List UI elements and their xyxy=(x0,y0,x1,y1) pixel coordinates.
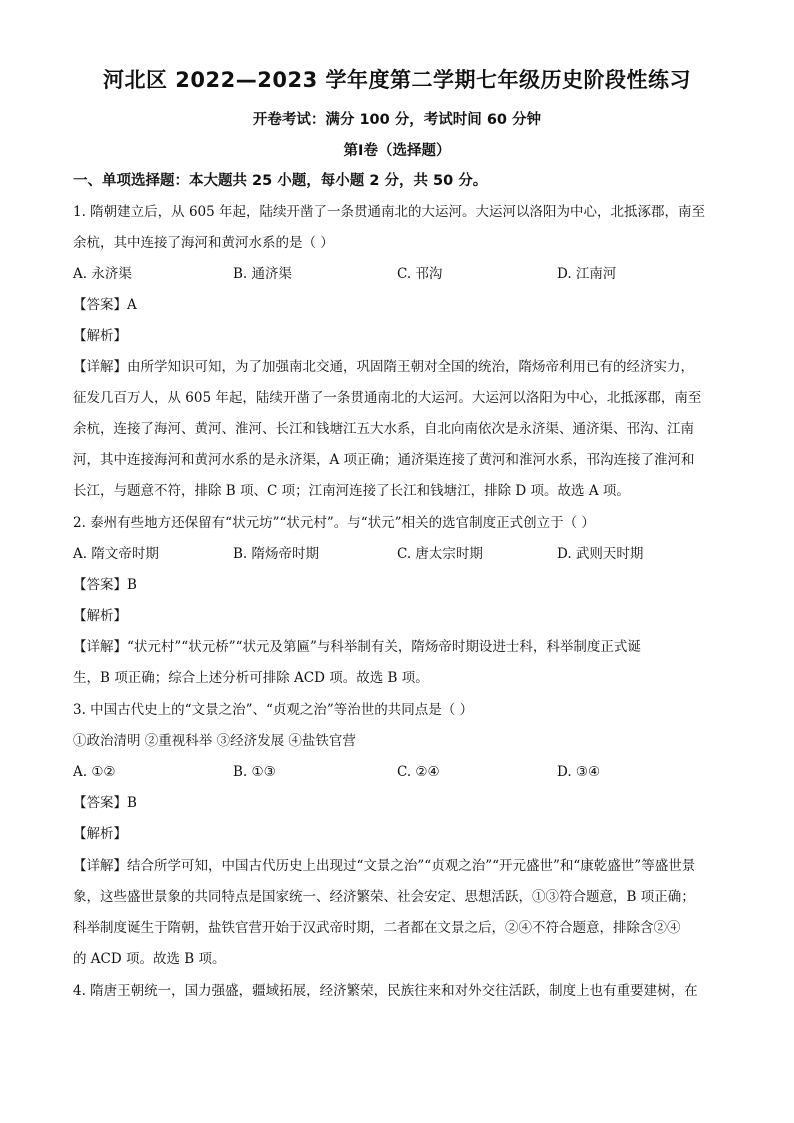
q1-detail-line: 余杭，连接了海河、黄河、淮河、长江和钱塘江五大水系，自北向南依次是永济渠、通济渠、邗沟、江南 xyxy=(73,421,694,437)
q1-option-b: B. 通济渠 xyxy=(233,266,293,282)
q1-detail-line: 长江，与题意不符，排除 B 项、C 项；江南河连接了长江和钱塘江，排除 D 项。故选 A 项。 xyxy=(73,483,630,499)
q1-analysis-label: 【解析】 xyxy=(73,328,127,344)
q3-answer: 【答案】B xyxy=(73,795,137,811)
q2-option-d: D. 武则天时期 xyxy=(557,546,644,562)
q3-detail-line: 的 ACD 项。故选 B 项。 xyxy=(73,951,226,967)
q3-analysis-label: 【解析】 xyxy=(73,826,127,842)
q3-option-a: A. ①② xyxy=(73,764,116,780)
q2-detail-line: 生，B 项正确；综合上述分析可排除 ACD 项。故选 B 项。 xyxy=(73,670,429,686)
section-heading: 一、单项选择题：本大题共 25 小题，每小题 2 分，共 50 分。 xyxy=(73,173,488,189)
q3-detail-line: 科举制度诞生于隋朝，盐铁官营开始于汉武帝时期，二者都在文景之后，②④不符合题意，排除含②④ xyxy=(73,920,681,936)
q2-option-c: C. 唐太宗时期 xyxy=(397,546,483,562)
q1-stem-line: 余杭，其中连接了海河和黄河水系的是（ ） xyxy=(73,235,334,251)
exam-title: 河北区 2022—2023 学年度第二学期七年级历史阶段性练习 xyxy=(102,68,691,92)
q4-stem-line: 4. 隋唐王朝统一，国力强盛，疆域拓展，经济繁荣，民族往来和对外交往活跃，制度上也有重要建树，在 xyxy=(73,983,698,999)
q3-detail-line: 象，这些盛世景象的共同特点是国家统一、经济繁荣、社会安定、思想活跃，①③符合题意，B 项正确； xyxy=(73,889,695,905)
q1-stem-line: 1. 隋朝建立后，从 605 年起，陆续开凿了一条贯通南北的大运河。大运河以洛阳为中心，北抵涿郡，南至 xyxy=(73,204,706,220)
q3-stem-line: 3. 中国古代史上的“文景之治”、“贞观之治”等治世的共同点是（ ） xyxy=(73,702,474,718)
q2-detail-line: 【详解】“状元村”“状元桥”“状元及第匾”与科举制有关，隋炀帝时期设进士科，科举制度正式诞 xyxy=(73,639,641,655)
q3-detail-line: 【详解】结合所学可知，中国古代历史上出现过“文景之治”“贞观之治”“开元盛世”和“康乾盛世”等盛世景 xyxy=(73,858,696,874)
q1-detail-line: 【详解】由所学知识可知，为了加强南北交通，巩固隋王朝对全国的统治，隋炀帝利用已有的经济实力， xyxy=(73,359,694,375)
q1-option-a: A. 永济渠 xyxy=(73,266,132,282)
q2-option-b: B. 隋炀帝时期 xyxy=(233,546,320,562)
exam-subtitle: 开卷考试：满分 100 分，考试时间 60 分钟 xyxy=(252,112,542,128)
q2-stem-line: 2. 泰州有些地方还保留有“状元坊”“状元村”。与“状元”相关的选官制度正式创立于（ ） xyxy=(73,515,595,531)
q2-answer: 【答案】B xyxy=(73,577,137,593)
q1-answer: 【答案】A xyxy=(73,297,137,313)
q1-option-d: D. 江南河 xyxy=(557,266,617,282)
q3-option-d: D. ③④ xyxy=(557,764,601,780)
q1-detail-line: 征发几百万人，从 605 年起，陆续开凿了一条贯通南北的大运河。大运河以洛阳为中心，北抵涿郡，南至 xyxy=(73,390,702,406)
q3-statements: ①政治清明 ②重视科举 ③经济发展 ④盐铁官营 xyxy=(73,733,356,749)
q2-analysis-label: 【解析】 xyxy=(73,608,127,624)
part-heading: 第Ⅰ卷（选择题） xyxy=(343,143,451,159)
q3-option-b: B. ①③ xyxy=(233,764,276,780)
q1-detail-line: 河，其中连接海河和黄河水系的是永济渠，A 项正确；通济渠连接了黄河和淮河水系，邗沟连接了淮河和 xyxy=(73,452,695,468)
q3-option-c: C. ②④ xyxy=(397,764,440,780)
q1-option-c: C. 邗沟 xyxy=(397,266,443,282)
q2-option-a: A. 隋文帝时期 xyxy=(73,546,159,562)
